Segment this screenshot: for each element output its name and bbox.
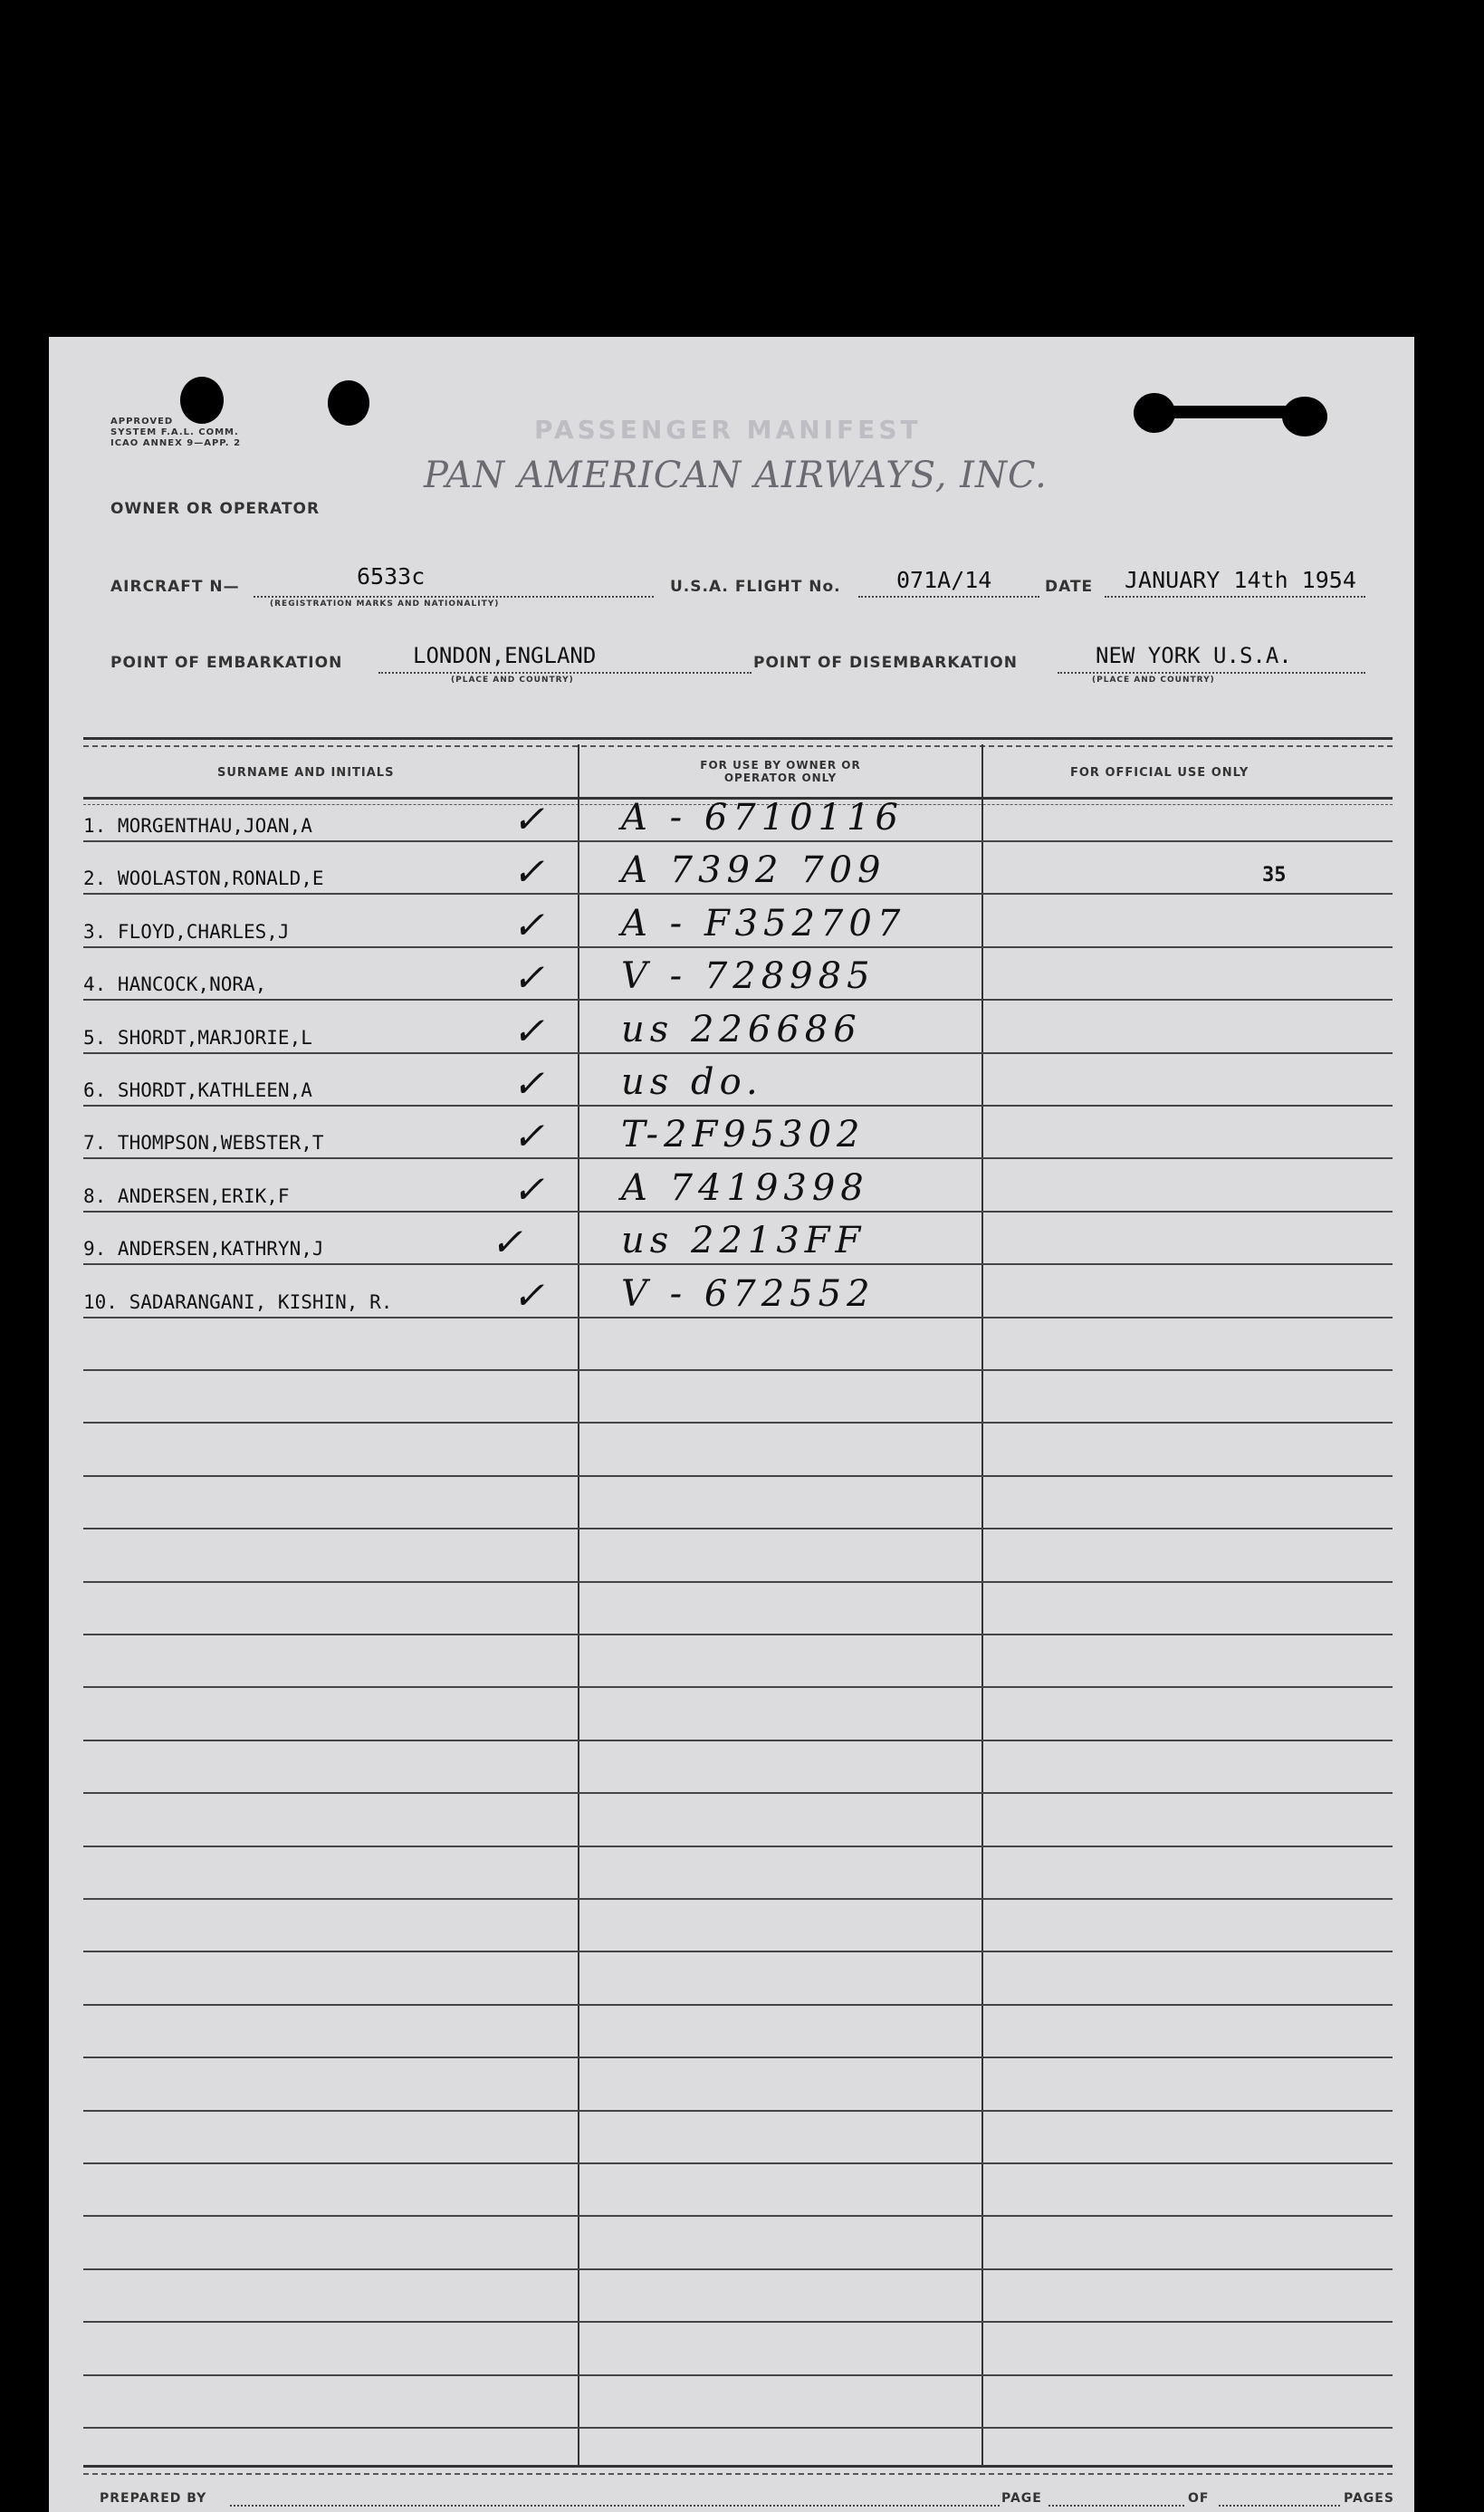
operator-entry: A - 6710116 xyxy=(621,797,904,839)
operator-entry: A 7419398 xyxy=(621,1166,869,1209)
table-rule xyxy=(83,1211,1393,1213)
table-rule xyxy=(83,1792,1393,1794)
operator-entry: V - 672552 xyxy=(621,1272,876,1315)
table-rule xyxy=(83,2162,1393,2164)
check-mark: ✓ xyxy=(512,1114,545,1159)
operator-entry: us do. xyxy=(621,1061,763,1103)
passenger-name: 8. ANDERSEN,ERIK,F xyxy=(83,1184,290,1207)
approved-block xyxy=(110,417,241,449)
column-header-operator: FOR USE BY OWNER OR OPERATOR ONLY xyxy=(700,759,861,784)
embarkation-value: LONDON,ENGLAND xyxy=(413,643,597,668)
check-mark: ✓ xyxy=(512,1272,545,1318)
column-header-surname: SURNAME AND INITIALS xyxy=(217,766,395,780)
date-label: DATE xyxy=(1045,578,1094,596)
disembarkation-label: POINT OF DISEMBARKATION xyxy=(753,654,1018,672)
aircraft-line xyxy=(254,596,654,598)
column-divider xyxy=(981,744,983,2467)
embarkation-label: POINT OF EMBARKATION xyxy=(110,654,343,672)
pages-label: PAGES xyxy=(1344,2491,1394,2506)
date-line xyxy=(1105,596,1365,598)
passenger-name: 4. HANCOCK,NORA, xyxy=(83,973,267,996)
table-rule xyxy=(83,2321,1393,2323)
passenger-name: 1. MORGENTHAU,JOAN,A xyxy=(83,815,312,837)
aircraft-value: 6533c xyxy=(357,563,426,590)
page-label: PAGE xyxy=(1001,2491,1042,2506)
table-rule xyxy=(83,1898,1393,1900)
punch-tear xyxy=(1168,406,1295,418)
table-rule xyxy=(83,999,1393,1001)
manifest-sheet xyxy=(49,337,1414,2512)
table-rule xyxy=(83,840,1393,842)
flight-value: 071A/14 xyxy=(896,567,992,593)
approved-line: SYSTEM F.A.L. COMM. xyxy=(110,427,239,437)
disembarkation-value: NEW YORK U.S.A. xyxy=(1096,643,1292,668)
prepared-by-label: PREPARED BY xyxy=(100,2491,207,2506)
check-mark: ✓ xyxy=(512,902,545,947)
operator-entry: T-2F95302 xyxy=(621,1114,866,1156)
table-rule xyxy=(83,2215,1393,2217)
table-rule xyxy=(83,2004,1393,2006)
approved-line: APPROVED xyxy=(110,417,174,427)
embarkation-line xyxy=(378,672,752,674)
table-rule xyxy=(83,1634,1393,1635)
table-rule xyxy=(83,946,1393,948)
punch-hole xyxy=(328,380,369,426)
check-mark: ✓ xyxy=(512,1061,545,1106)
table-rule xyxy=(83,1951,1393,1952)
check-mark: ✓ xyxy=(512,955,545,1001)
table-rule xyxy=(83,2110,1393,2112)
table-rule xyxy=(83,1157,1393,1159)
flight-line xyxy=(858,596,1039,598)
passenger-name: 7. THOMPSON,WEBSTER,T xyxy=(83,1132,324,1155)
aircraft-caption: (REGISTRATION MARKS AND NATIONALITY) xyxy=(270,599,500,609)
disembarkation-line xyxy=(1058,672,1365,674)
embarkation-caption: (PLACE AND COUNTRY) xyxy=(451,676,574,685)
table-rule xyxy=(83,1475,1393,1477)
passenger-name: 6. SHORDT,KATHLEEN,A xyxy=(83,1079,312,1101)
table-rule xyxy=(83,1528,1393,1529)
operator-entry: A 7392 709 xyxy=(621,849,886,892)
of-line xyxy=(1219,2505,1340,2507)
flight-label: U.S.A. FLIGHT No. xyxy=(670,578,841,596)
check-mark: ✓ xyxy=(512,1166,545,1212)
official-entry: 35 xyxy=(1262,864,1287,887)
company-name: PAN AMERICAN AIRWAYS, INC. xyxy=(424,455,1048,496)
passenger-name: 5. SHORDT,MARJORIE,L xyxy=(83,1026,312,1049)
table-rule xyxy=(83,2268,1393,2270)
operator-entry: A - F352707 xyxy=(621,902,906,944)
passenger-name: 9. ANDERSEN,KATHRYN,J xyxy=(83,1238,324,1261)
passenger-name: 2. WOOLASTON,RONALD,E xyxy=(83,868,324,890)
table-rule xyxy=(83,2427,1393,2429)
column-divider xyxy=(578,744,579,2467)
owner-label: OWNER OR OPERATOR xyxy=(110,500,321,518)
check-mark: ✓ xyxy=(491,1220,523,1265)
check-mark: ✓ xyxy=(512,849,545,895)
form-title: PASSENGER MANIFEST xyxy=(534,415,922,445)
table-top-border xyxy=(83,737,1393,747)
table-rule xyxy=(83,1581,1393,1583)
check-mark: ✓ xyxy=(512,1008,545,1053)
table-bottom-border xyxy=(83,2465,1393,2475)
page-line xyxy=(1048,2505,1184,2507)
table-rule xyxy=(83,1422,1393,1424)
operator-entry: V - 728985 xyxy=(621,955,876,998)
table-rule xyxy=(83,2374,1393,2376)
date-value: JANUARY 14th 1954 xyxy=(1125,567,1356,593)
table-rule xyxy=(83,1740,1393,1741)
disembarkation-caption: (PLACE AND COUNTRY) xyxy=(1092,676,1215,685)
check-mark: ✓ xyxy=(512,797,545,841)
aircraft-label: AIRCRAFT N— xyxy=(110,578,240,596)
table-rule xyxy=(83,1263,1393,1265)
table-rule xyxy=(83,1052,1393,1054)
passenger-name: 3. FLOYD,CHARLES,J xyxy=(83,920,290,943)
column-header-official: FOR OFFICIAL USE ONLY xyxy=(1070,766,1249,780)
of-label: OF xyxy=(1188,2491,1210,2506)
table-rule xyxy=(83,1105,1393,1107)
passenger-name: 10. SADARANGANI, KISHIN, R. xyxy=(83,1290,393,1313)
operator-entry: us 2213FF xyxy=(621,1220,866,1262)
table-rule xyxy=(83,893,1393,895)
operator-entry: us 226686 xyxy=(621,1008,862,1050)
table-rule xyxy=(83,1846,1393,1847)
prepared-by-line xyxy=(230,2505,1000,2507)
table-rule xyxy=(83,1369,1393,1371)
approved-line: ICAO ANNEX 9—APP. 2 xyxy=(110,438,242,448)
table-rule xyxy=(83,1317,1393,1318)
table-rule xyxy=(83,1686,1393,1688)
table-rule xyxy=(83,2057,1393,2058)
